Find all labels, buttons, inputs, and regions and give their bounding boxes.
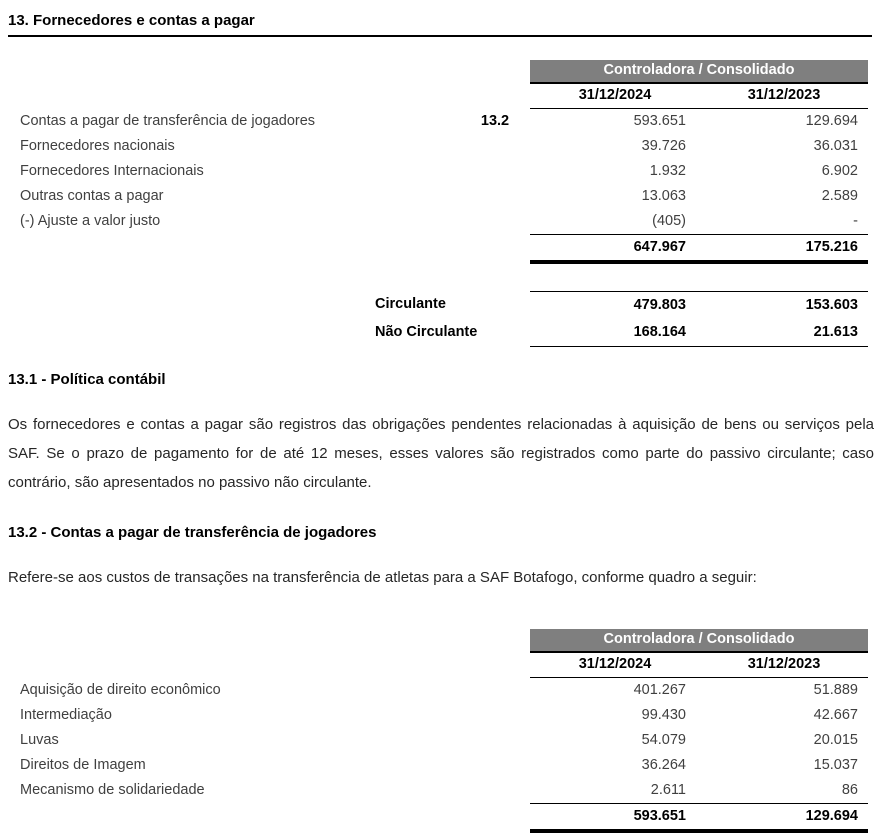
table1-group-header: Controladora / Consolidado <box>530 60 868 84</box>
value-2024: 54.079 <box>641 732 686 748</box>
section-13-1-paragraph: Os fornecedores e contas a pagar são registros das obrigações pendentes relacionadas à aquisição de bens ou serviços pela SAF. Se o prazo de pagamento for de até 12 meses, esses valores são registrados como parte do passivo circulante; caso contrário, são apresentados no passivo não circulante. <box>8 416 874 491</box>
row-label: Intermediação <box>20 707 112 723</box>
row-label: Direitos de Imagem <box>20 757 146 773</box>
section-13-1-heading: 13.1 - Política contábil <box>8 371 166 388</box>
value-2024: 2.611 <box>650 782 686 798</box>
table-row <box>20 184 887 209</box>
table2-group-header: Controladora / Consolidado <box>530 629 868 653</box>
value-2024: 168.164 <box>530 319 700 347</box>
row-label: (-) Ajuste a valor justo <box>20 213 161 229</box>
table-row <box>20 753 887 778</box>
table1-col-2024: 31/12/2024 <box>578 87 652 103</box>
table-row <box>20 134 887 159</box>
nao-circulante-row <box>375 319 887 347</box>
row-label: Contas a pagar de transferência de jogadores <box>20 113 316 129</box>
row-label: Fornecedores nacionais <box>20 138 175 154</box>
row-ref <box>460 209 530 234</box>
table2-total-row <box>20 803 887 833</box>
value-2024: 13.063 <box>641 188 686 204</box>
value-2023: 20.015 <box>813 732 858 748</box>
row-label: Aquisição de direito econômico <box>20 682 221 698</box>
table-row <box>20 703 887 728</box>
value-2023: 51.889 <box>813 682 858 698</box>
total-2023: 129.694 <box>700 803 868 833</box>
total-2024: 647.967 <box>530 234 700 264</box>
row-label: Não Circulante <box>375 324 478 340</box>
row-ref <box>460 159 530 184</box>
section-13-2-paragraph: Refere-se aos custos de transações na transferência de atletas para a SAF Botafogo, conforme quadro a seguir: <box>8 569 757 586</box>
value-2024: 99.430 <box>641 707 686 723</box>
value-2024: (405) <box>652 213 686 229</box>
table-row <box>20 209 887 234</box>
total-2024: 593.651 <box>530 803 700 833</box>
table-row <box>20 728 887 753</box>
table1-col-2023: 31/12/2023 <box>747 87 821 103</box>
table2-col-2024: 31/12/2024 <box>578 656 652 672</box>
value-2023: 86 <box>841 782 858 798</box>
table-row <box>20 678 887 703</box>
value-2024: 39.726 <box>641 138 686 154</box>
table-row <box>20 109 887 134</box>
payables-table <box>0 60 887 347</box>
value-2023: 6.902 <box>821 163 858 179</box>
row-ref <box>460 134 530 159</box>
value-2024: 401.267 <box>633 682 686 698</box>
page-title: 13. Fornecedores e contas a pagar <box>8 12 872 37</box>
row-label: Luvas <box>20 732 59 748</box>
value-2023: 36.031 <box>813 138 858 154</box>
table2-date-header <box>530 653 868 678</box>
current-noncurrent-block <box>0 291 887 347</box>
row-ref: 13.2 <box>480 113 510 129</box>
table-row <box>20 159 887 184</box>
table-row <box>20 778 887 803</box>
value-2024: 1.932 <box>649 163 686 179</box>
value-2023: 129.694 <box>805 113 858 129</box>
value-2024: 36.264 <box>641 757 686 773</box>
value-2023: 42.667 <box>813 707 858 723</box>
value-2023: - <box>853 213 858 229</box>
total-2023: 175.216 <box>700 234 868 264</box>
row-label: Outras contas a pagar <box>20 188 164 204</box>
row-label: Circulante <box>375 296 446 312</box>
value-2023: 2.589 <box>821 188 858 204</box>
value-2023: 21.613 <box>700 319 868 347</box>
table1-total-row <box>20 234 887 264</box>
table2-col-2023: 31/12/2023 <box>747 656 821 672</box>
circulante-row <box>375 291 887 319</box>
value-2023: 153.603 <box>700 291 868 319</box>
row-ref <box>460 184 530 209</box>
row-label: Mecanismo de solidariedade <box>20 782 205 798</box>
row-label: Fornecedores Internacionais <box>20 163 204 179</box>
value-2024: 479.803 <box>530 291 700 319</box>
table1-date-header <box>530 84 868 109</box>
section-13-2-heading: 13.2 - Contas a pagar de transferência de jogadores <box>8 524 377 541</box>
value-2024: 593.651 <box>633 113 686 129</box>
value-2023: 15.037 <box>813 757 858 773</box>
player-transfer-table <box>0 629 887 833</box>
